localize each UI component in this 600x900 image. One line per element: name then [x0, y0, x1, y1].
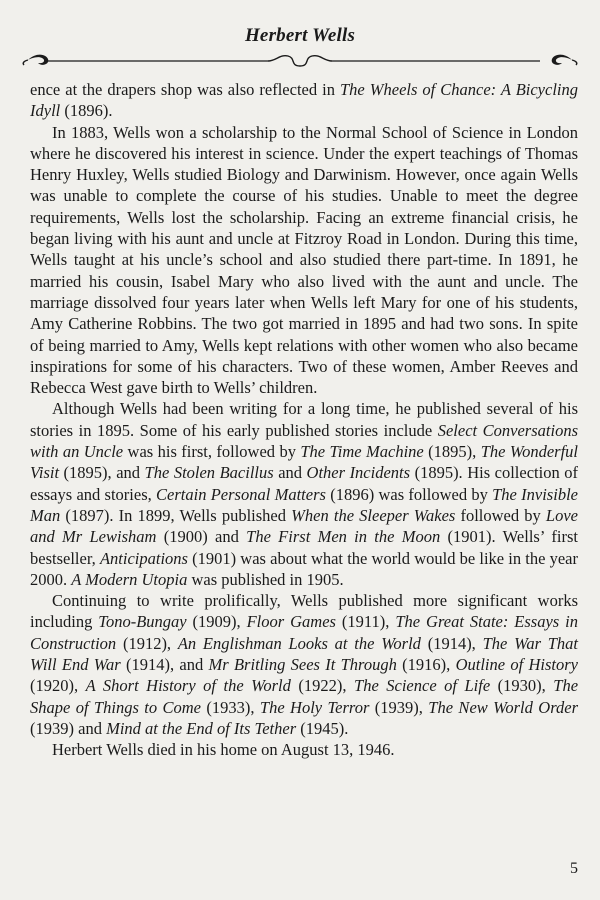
page-number: 5	[570, 860, 578, 877]
text-run: (1916),	[396, 655, 456, 675]
text-run: Herbert Wells died in his home on August 13, 1946.	[52, 740, 395, 760]
paragraph	[30, 590, 578, 739]
work-title: The Great State: Essays in Construction	[30, 612, 578, 653]
work-title: The Wheels of Chance: A Bicycling Idyll	[30, 80, 578, 121]
text-run: (1895), and	[59, 463, 145, 483]
text-run: (1939) and	[30, 718, 107, 738]
text-run: (1896).	[60, 101, 113, 121]
text-run: Continuing to write prolifically, Wells published more significant works including	[30, 591, 578, 632]
text-run: (1911),	[335, 612, 396, 632]
paragraph	[30, 398, 578, 590]
paragraph	[30, 122, 578, 399]
work-title: Anticipations	[99, 548, 188, 568]
text-run: ence at the drapers shop was also reflected in	[30, 80, 340, 99]
text-run: (1939),	[369, 697, 429, 717]
work-title: An Englishman Looks at the World	[177, 633, 421, 653]
text-run: (1912),	[116, 633, 178, 653]
running-head-title: Herbert Wells	[244, 25, 356, 46]
text-run: and	[273, 463, 307, 483]
work-title: Select Conversations with an Uncle	[30, 420, 578, 462]
text-run: (1900) and	[156, 527, 247, 547]
text-run: followed by	[455, 505, 546, 525]
ornamental-rule-icon	[0, 48, 600, 74]
text-run: (1930),	[490, 676, 554, 696]
text-run: (1914),	[420, 633, 483, 653]
text-run: (1901) was about what the world would be like in the year 2000.	[30, 548, 578, 589]
text-run: (1895). His collection of essays and stories,	[30, 463, 578, 504]
work-title: The Science of Life	[354, 676, 491, 696]
work-title: Outline of History	[455, 655, 578, 675]
work-title: The Shape of Things to Come	[30, 676, 579, 717]
work-title: The Invisible Man	[30, 484, 578, 525]
work-title: The Wonderful Visit	[30, 442, 578, 483]
work-title: The Stolen Bacillus	[144, 463, 274, 483]
work-title: The War That Will End War	[30, 633, 579, 675]
work-title: When the Sleeper Wakes	[291, 505, 456, 525]
work-title: The Holy Terror	[259, 697, 370, 717]
work-title: A Modern Utopia	[71, 569, 188, 589]
text-run: (1895),	[423, 442, 481, 462]
running-head	[0, 22, 600, 72]
work-title: Mind at the End of Its Tether	[106, 718, 297, 738]
text-run: Although Wells had been writing for a long time, he published several of his stories in 1895. Some of his early published stories include	[30, 399, 578, 440]
text-run: (1897). In 1899, Wells published	[60, 505, 292, 525]
work-title: Tono-Bungay	[98, 612, 187, 632]
text-run: (1896) was followed by	[325, 484, 493, 504]
work-title: Certain Personal Matters	[156, 484, 326, 504]
text-run: (1933),	[200, 697, 260, 717]
text-run: In 1883, Wells won a scholarship to the Normal School of Science in London where he discovered his interest in science. Under the expert teachings of Thomas Henry Huxley, Wells studied Biology and Darwinism. However, once again Wells was unable to complete the course of his studies. Unable to meet the degree requirements, Wells lost the scholarship. Facing an extreme financial crisis, he began living with his aunt and uncle at Fitzroy Road in London. During this time, Wells taught at his uncle’s school and also studied there part-time. In 1891, he married his cousin, Isabel Mary who also lived with the aunt and uncle. The marriage dissolved four years later when Wells left Mary for one of his students, Amy Catherine Robbins. The two got married in 1895 and had two sons. In spite of being married to Amy, Wells kept relations with other women who also became inspirations for some of his characters. Two of these women, Amber Reeves and Rebecca West gave birth to Wells’ children.	[30, 122, 578, 398]
work-title: Love and Mr Lewisham	[30, 505, 578, 547]
text-run: was published in 1905.	[187, 569, 344, 589]
work-title: Mr Britling Sees It Through	[208, 655, 397, 675]
paragraph	[30, 79, 578, 122]
work-title: A Short History of the World	[85, 676, 291, 696]
text-run: (1914), and	[120, 655, 209, 675]
body-text	[30, 79, 578, 761]
work-title: The First Men in the Moon	[246, 527, 441, 547]
work-title: The New World Order	[428, 697, 579, 717]
text-run: (1901). Wells’ first bestseller,	[30, 527, 578, 568]
text-run: (1909),	[186, 612, 247, 632]
text-run: (1920),	[30, 676, 86, 696]
work-title: The Time Machine	[300, 442, 424, 462]
work-title: Floor Games	[246, 612, 336, 632]
text-run: (1945).	[296, 718, 349, 738]
text-run: was his first, followed by	[123, 442, 301, 462]
work-title: Other Incidents	[306, 463, 411, 483]
text-run: (1922),	[290, 676, 355, 696]
paragraph	[30, 739, 578, 760]
